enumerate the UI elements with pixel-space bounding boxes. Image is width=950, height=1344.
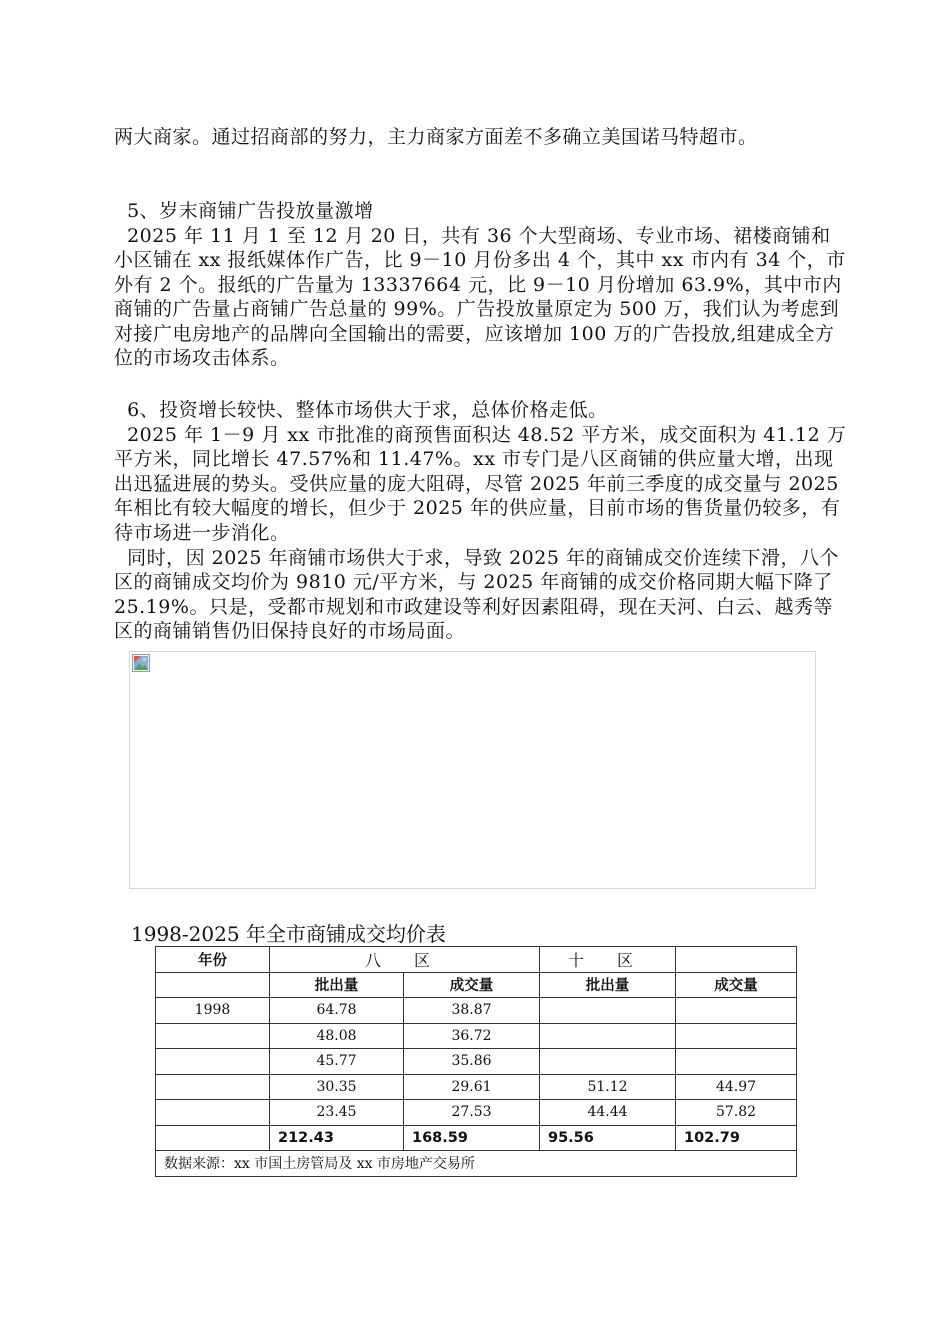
subheader-empty <box>156 972 270 998</box>
table-row <box>156 1023 797 1049</box>
image-placeholder <box>129 651 816 889</box>
subheader-traded-8: 成交量 <box>404 972 540 998</box>
paragraph-advertising: 2025 年 11 月 1 至 12 月 20 日，共有 36 个大型商场、专业市场、裙楼商铺和小区铺在 xx 报纸媒体作广告，比 9－10 月份多出 4 个，其中 xx 市内有 34 个，市外有 2 个。报纸的广告量为 13337664 元，比 9－10 月份增加 63.9%，其中市内商铺的广告量占商铺广告总量的 99%。广告投放量原定为 500 万，我们认为考虑到对接广电房地产的品牌向全国输出的需要，应该增加 100 万的广告投放,组建成全方位的市场攻击体系。 <box>114 225 846 370</box>
section-heading-6: 6、投资增长较快、整体市场供大于求，总体价格走低。 <box>114 399 608 421</box>
table-source-row <box>156 1151 797 1177</box>
cell-traded-8: 36.72 <box>404 1023 540 1049</box>
cell-year <box>156 1074 270 1100</box>
cell-year <box>156 1125 270 1151</box>
total-approved-8: 212.43 <box>270 1125 404 1151</box>
section-heading-5: 5、岁末商铺广告投放量激增 <box>114 200 374 222</box>
cell-approved-10 <box>540 1023 676 1049</box>
cell-traded-10 <box>676 998 797 1024</box>
total-traded-10: 102.79 <box>676 1125 797 1151</box>
cell-year <box>156 1100 270 1126</box>
total-traded-8: 168.59 <box>404 1125 540 1151</box>
cell-traded-10 <box>676 1049 797 1075</box>
paragraph-intro: 两大商家。通过招商部的努力，主力商家方面差不多确立美国诺马特超市。 <box>114 126 758 148</box>
paragraph-investment: 2025 年 1－9 月 xx 市批准的商预售面积达 48.52 平方米，成交面积为 41.12 万平方米，同比增长 47.57%和 11.47%。xx 市专门是八区商铺的供应量大增，出现出迅猛进展的势头。受供应量的庞大阻碍，尽管 2025 年前三季度的成交量与 2025 年相比有较大幅度的增长，但少于 2025 年的供应量，目前市场的售货量仍较多，有待市场进一步消化。 <box>114 424 847 544</box>
subheader-approved-10: 批出量 <box>540 972 676 998</box>
total-approved-10: 95.56 <box>540 1125 676 1151</box>
cell-approved-10 <box>540 1049 676 1075</box>
cell-year <box>156 1049 270 1075</box>
header-empty <box>676 947 797 973</box>
table-header-row <box>156 947 797 973</box>
header-region-8: 八 区 <box>270 947 540 973</box>
table-subheader-row <box>156 972 797 998</box>
cell-traded-10: 57.82 <box>676 1100 797 1126</box>
table-row <box>156 1074 797 1100</box>
table-total-row <box>156 1125 797 1151</box>
cell-traded-8: 27.53 <box>404 1100 540 1126</box>
cell-year <box>156 1023 270 1049</box>
data-source-note: 数据来源：xx 市国土房管局及 xx 市房地产交易所 <box>156 1151 797 1177</box>
broken-image-icon <box>132 654 150 672</box>
table-row <box>156 1100 797 1126</box>
cell-traded-10: 44.97 <box>676 1074 797 1100</box>
price-table <box>155 946 797 1177</box>
cell-approved-10: 44.44 <box>540 1100 676 1126</box>
subheader-approved-8: 批出量 <box>270 972 404 998</box>
cell-traded-10 <box>676 1023 797 1049</box>
cell-approved-8: 64.78 <box>270 998 404 1024</box>
header-region-10: 十 区 <box>540 947 676 973</box>
cell-approved-8: 48.08 <box>270 1023 404 1049</box>
subheader-traded-10: 成交量 <box>676 972 797 998</box>
cell-traded-8: 35.86 <box>404 1049 540 1075</box>
cell-year: 1998 <box>156 998 270 1024</box>
cell-approved-8: 30.35 <box>270 1074 404 1100</box>
cell-approved-8: 45.77 <box>270 1049 404 1075</box>
cell-approved-8: 23.45 <box>270 1100 404 1126</box>
cell-approved-10 <box>540 998 676 1024</box>
table-caption: 1998-2025 年全市商铺成交均价表 <box>131 922 446 946</box>
table-row <box>156 998 797 1024</box>
table-row <box>156 1049 797 1075</box>
paragraph-price-trend: 同时，因 2025 年商铺市场供大于求，导致 2025 年的商铺成交价连续下滑，八个区的商铺成交均价为 9810 元/平方米，与 2025 年商铺的成交价格同期大幅下降了 25.19%。只是，受都市规划和市政建设等利好因素阻碍，现在天河、白云、越秀等区的商铺销售仍旧保持良好的市场局面。 <box>114 547 840 643</box>
cell-traded-8: 29.61 <box>404 1074 540 1100</box>
header-year: 年份 <box>156 947 270 973</box>
cell-traded-8: 38.87 <box>404 998 540 1024</box>
cell-approved-10: 51.12 <box>540 1074 676 1100</box>
